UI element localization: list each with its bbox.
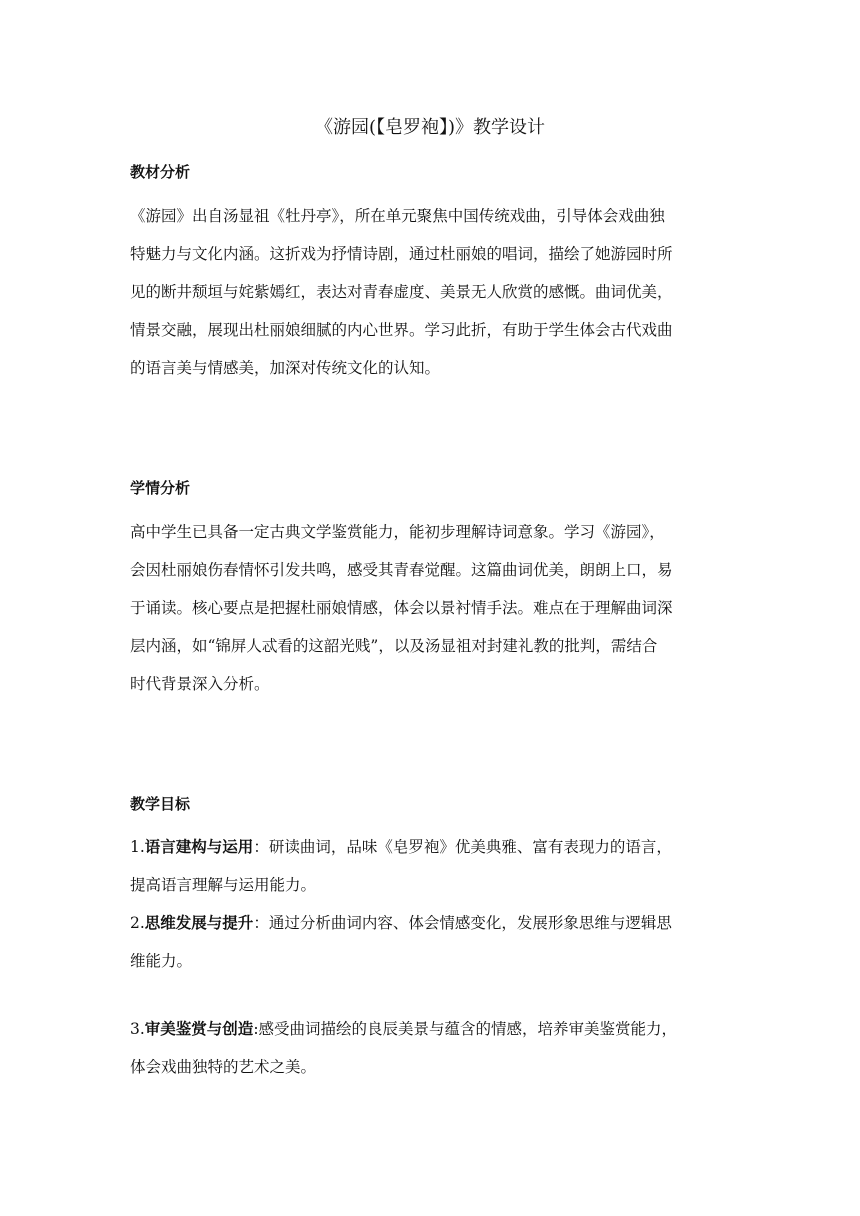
goal-first-line <box>130 828 732 866</box>
goal-number: 3. <box>130 1020 145 1038</box>
goal-separator: ： <box>253 914 269 932</box>
paragraph-line: 《游园》出自汤显祖《牡丹亭》，所在单元聚焦中国传统戏曲，引导体会戏曲独 <box>130 207 665 225</box>
goal-first-line <box>130 1010 732 1048</box>
goal-item-language <box>130 828 732 904</box>
goal-label: 语言建构与运用 <box>144 837 254 856</box>
section-paragraph-student-analysis <box>130 513 732 703</box>
goal-text: 感受曲词描绘的良辰美景与蕴含的情感，培养审美鉴赏能力， <box>258 1020 678 1038</box>
goal-label: 思维发展与提升 <box>144 913 254 932</box>
paragraph-line: 特魅力与文化内涵。这折戏为抒情诗剧，通过杜丽娘的唱词，描绘了她游园时所 <box>130 245 673 263</box>
goal-item-thinking <box>130 904 732 980</box>
paragraph-line: 层内涵，如“锦屏人忒看的这韶光贱”，以及汤显祖对封建礼教的批判，需结合 <box>130 637 658 655</box>
paragraph-line: 会因杜丽娘伤春情怀引发共鸣，感受其青春觉醒。这篇曲词优美，朗朗上口，易 <box>130 561 673 579</box>
goal-item-aesthetics <box>130 1010 732 1086</box>
section-paragraph-textbook-analysis <box>130 197 732 387</box>
section-heading-student-analysis: 学情分析 <box>130 479 191 497</box>
paragraph-line: 于诵读。核心要点是把握杜丽娘情感，体会以景衬情手法。难点在于理解曲词深 <box>130 599 673 617</box>
goal-first-line <box>130 904 732 942</box>
goal-label: 审美鉴赏与创造 <box>144 1019 254 1038</box>
paragraph-line: 高中学生已具备一定古典文学鉴赏能力，能初步理解诗词意象。学习《游园》， <box>130 523 665 541</box>
goal-text: 通过分析曲词内容、体会情感变化，发展形象思维与逻辑思 <box>268 914 672 932</box>
paragraph-line: 见的断井颓垣与姹紫嫣红，表达对青春虚度、美景无人欣赏的感慨。曲词优美， <box>130 283 673 301</box>
goal-number: 1. <box>130 838 145 856</box>
goal-separator: ： <box>253 838 269 856</box>
goal-second-line: 维能力。 <box>130 952 193 970</box>
goal-second-line: 提高语言理解与运用能力。 <box>130 876 317 894</box>
paragraph-line: 的语言美与情感美，加深对传统文化的认知。 <box>130 359 441 377</box>
paragraph-line: 情景交融，展现出杜丽娘细腻的内心世界。学习此折，有助于学生体会古代戏曲 <box>130 321 673 339</box>
goal-number: 2. <box>130 914 145 932</box>
document-title: 《游园(【皂罗袍】)》教学设计 <box>314 117 546 138</box>
goal-second-line: 体会戏曲独特的艺术之美。 <box>130 1058 317 1076</box>
goal-text: 研读曲词，品味《皂罗袍》优美典雅、富有表现力的语言， <box>268 838 672 856</box>
section-heading-teaching-goals: 教学目标 <box>130 795 191 813</box>
paragraph-line: 时代背景深入分析。 <box>130 675 270 693</box>
section-heading-textbook-analysis: 教材分析 <box>130 163 191 181</box>
goal-separator: : <box>253 1020 259 1038</box>
